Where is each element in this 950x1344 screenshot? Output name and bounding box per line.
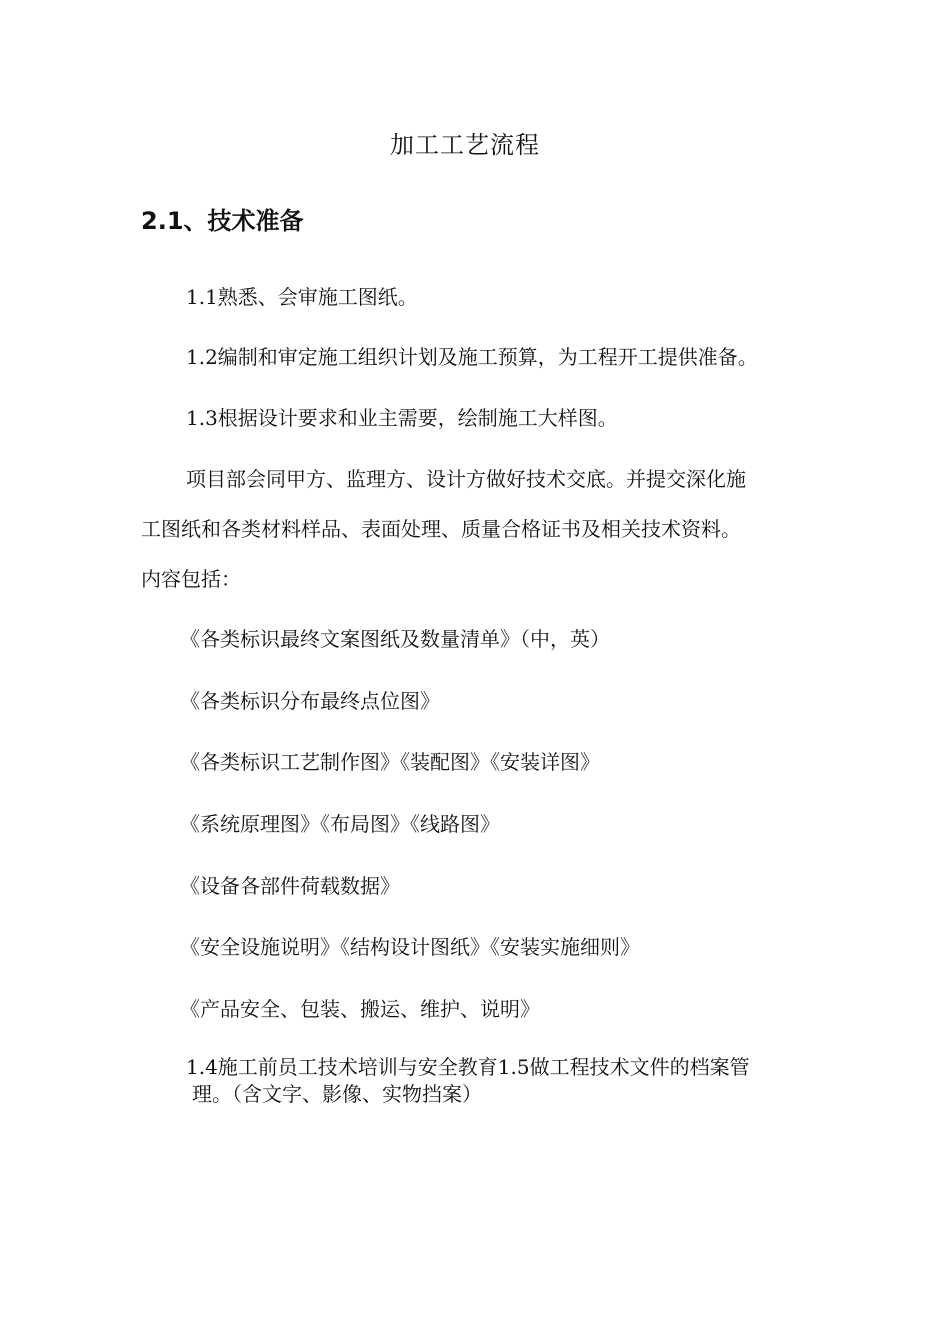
item-1-3: 1.3根据设计要求和业主需要，绘制施工大样图。 (186, 406, 618, 430)
document-item: 《系统原理图》《布局图》《线路图》 (180, 812, 500, 836)
section-heading: 2.1、技术准备 (141, 207, 304, 235)
paragraph-line-1: 项目部会同甲方、监理方、设计方做好技术交底。并提交深化施 (186, 467, 746, 491)
paragraph-line-3: 内容包括： (141, 567, 241, 591)
item-1-1: 1.1熟悉、会审施工图纸。 (186, 285, 418, 309)
document-item: 《产品安全、包装、搬运、维护、说明》 (180, 997, 540, 1021)
document-item: 《各类标识分布最终点位图》 (180, 689, 440, 713)
page-title: 加工工艺流程 (390, 131, 540, 159)
closing-line-2: 理。（含文字、影像、实物挡案） (192, 1082, 482, 1106)
closing-paragraph (186, 1054, 836, 1108)
document-item: 《安全设施说明》《结构设计图纸》《安装实施细则》 (180, 935, 640, 959)
paragraph-line-2: 工图纸和各类材料样品、表面处理、质量合格证书及相关技术资料。 (141, 517, 741, 541)
document-item: 《各类标识最终文案图纸及数量清单》（中，英） (180, 627, 610, 651)
document-item: 《设备各部件荷载数据》 (180, 874, 400, 898)
document-item: 《各类标识工艺制作图》《装配图》《安装详图》 (180, 750, 600, 774)
item-1-2: 1.2编制和审定施工组织计划及施工预算，为工程开工提供准备。 (186, 345, 758, 369)
closing-line-1: 1.4施工前员工技术培训与安全教育1.5做工程技术文件的档案管 (186, 1055, 750, 1079)
